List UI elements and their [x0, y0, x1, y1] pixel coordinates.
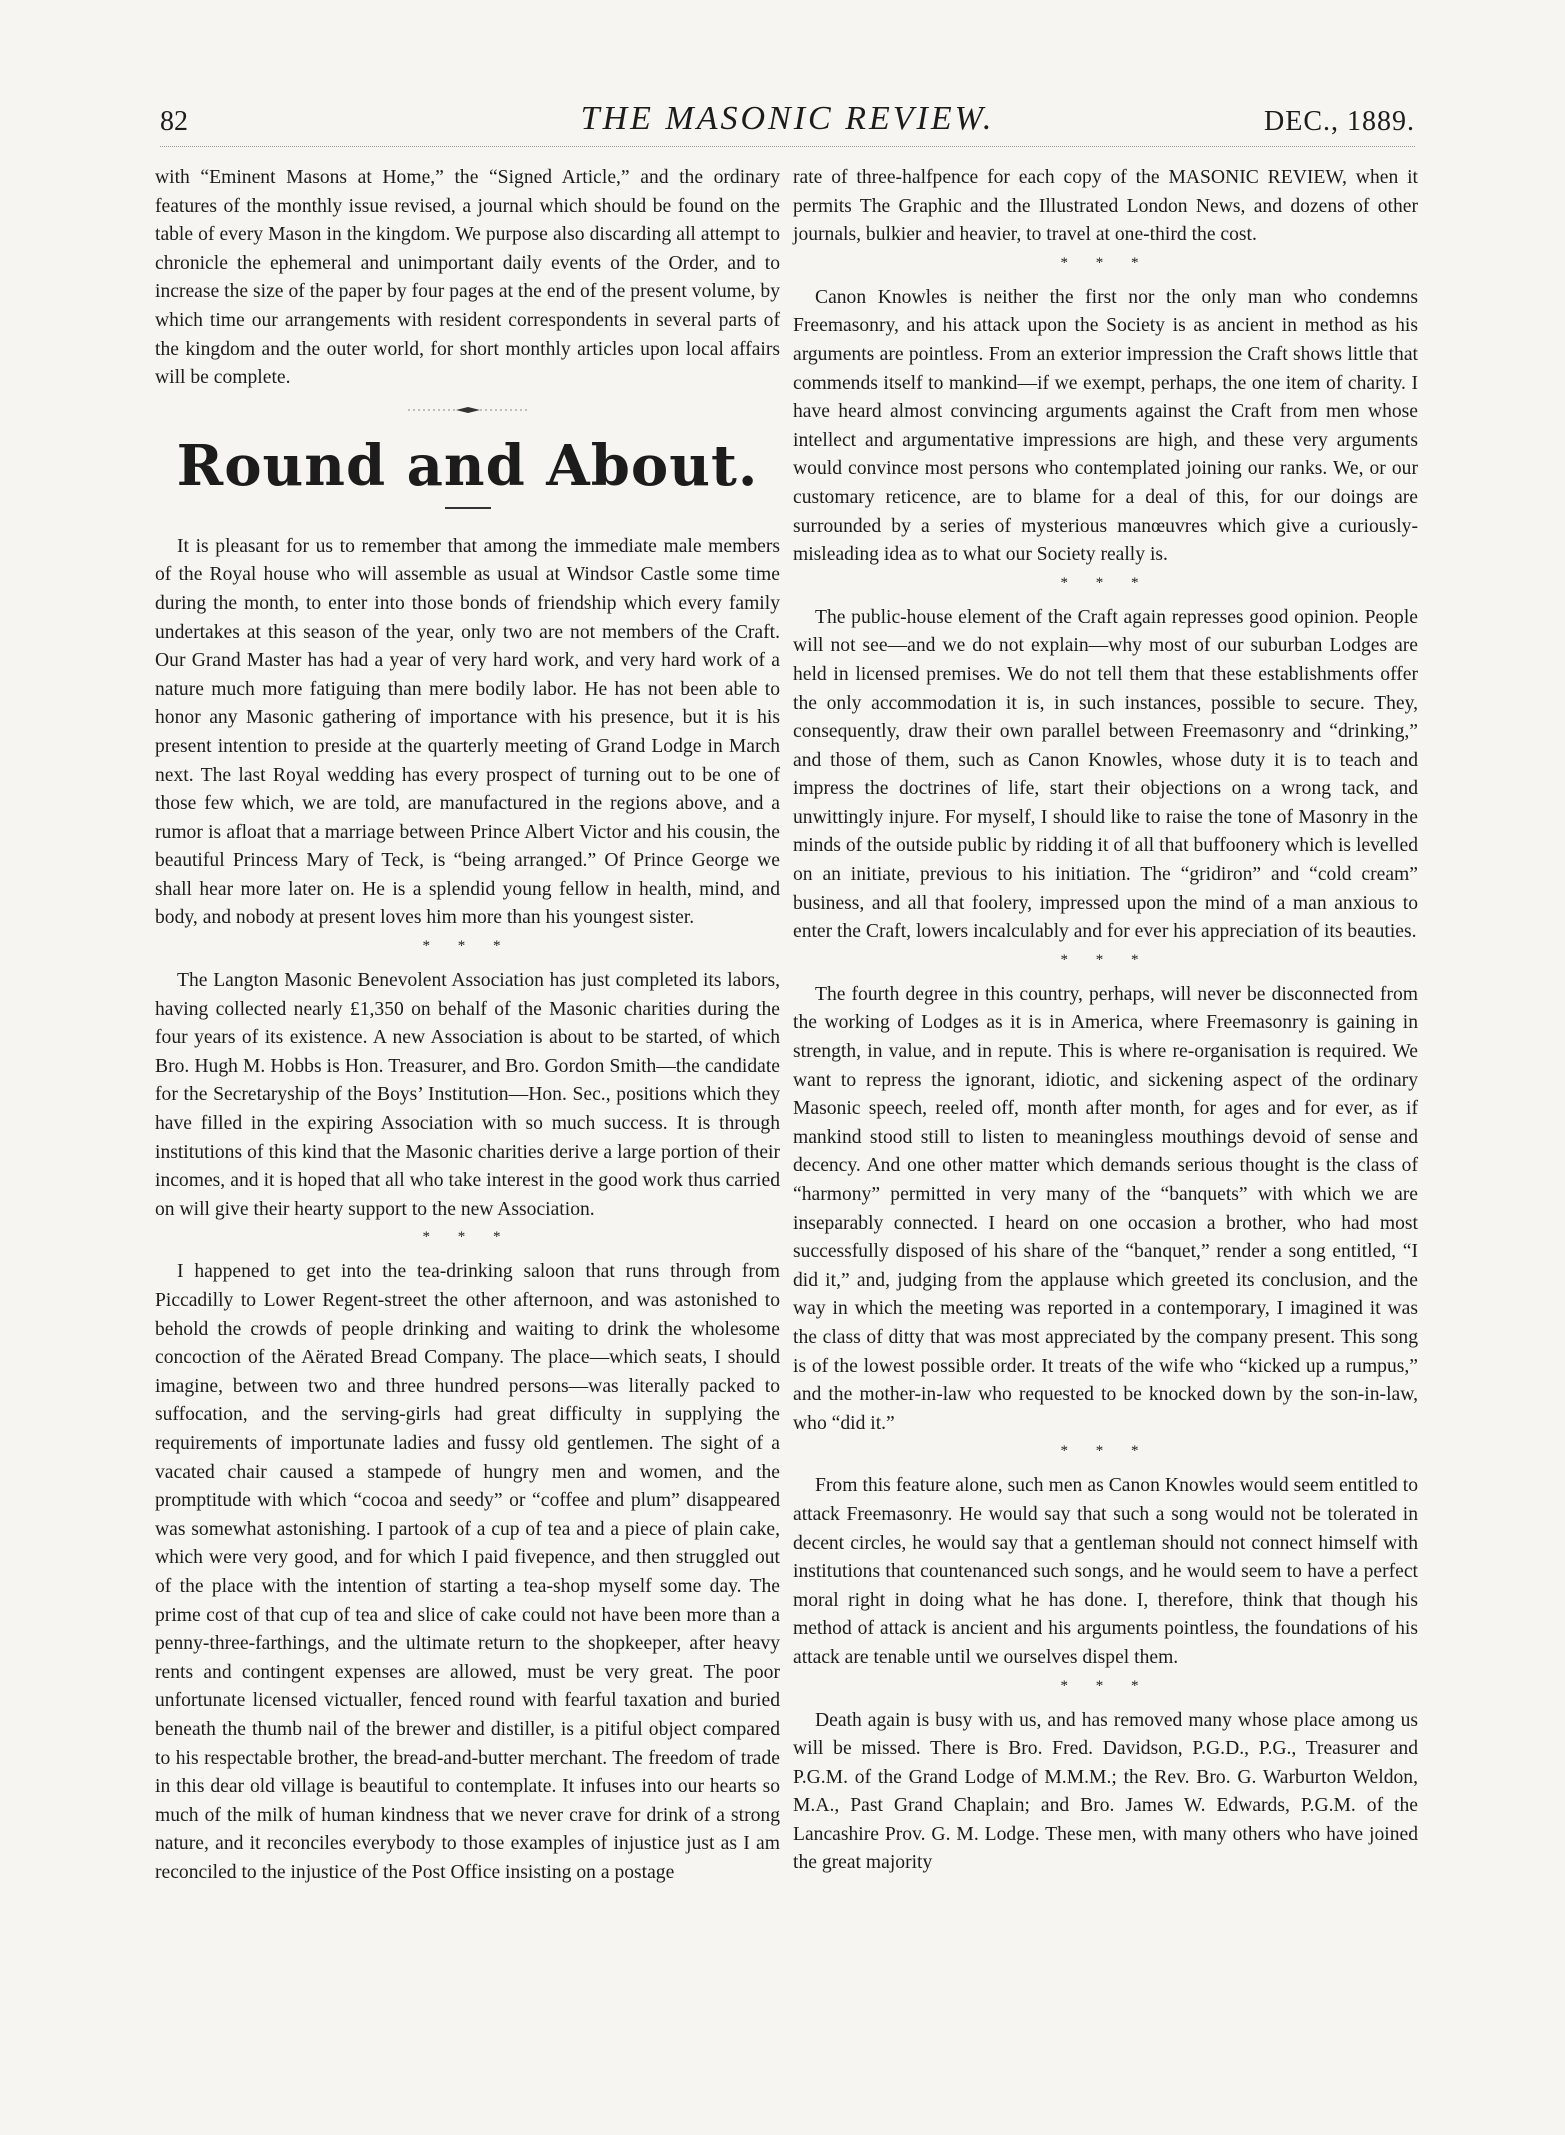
article-paragraph: The public-house element of the Craft again represses good opinion. People will not see—and we do not explain—why most of our suburban Lodges are held in licensed premises. We do not tell them that these establishments offer the only accommodation it is, in such instances, possible to secure. They, consequently, draw their own parallel between Freemasonry and “drinking,” and those of them, such as Canon Knowles, whose duty it is to teach and impress the doctrines of life, start their objections on a wrong tack, and unwittingly injure. For myself, I should like to raise the tone of Masonry in the minds of the outside public by ridding it of all that buffoonery which is levelled on an initiate, previous to his initiation. The “gridiron” and “cold cream” business, and all that foolery, impressed upon the mind of a man anxious to enter the Craft, lowers incalculably and for ever his appreciation of its beauties.	[793, 606, 1418, 943]
separator-stars: * * *	[422, 938, 513, 955]
article-paragraph: Death again is busy with us, and has removed many whose place among us will be missed. There is Bro. Fred. Davidson, P.G.D., P.G., Treasurer and P.G.M. of the Grand Lodge of M.M.M.; the Rev. Bro. G. Warburton Weldon, M.A., Past Grand Chaplain; and Bro. James W. Edwards, P.G.M. of the Lancashire Prov. G. M. Lodge. These men, with many others who have joined the great majority	[793, 1709, 1418, 1874]
left-column	[155, 164, 780, 1887]
section-heading: Round and About.	[176, 432, 759, 499]
page-number: 82	[160, 106, 188, 137]
separator-stars: * * *	[422, 1229, 513, 1246]
header-rule	[160, 146, 1415, 147]
article-paragraph: I happened to get into the tea-drinking saloon that runs through from Piccadilly to Lower Regent-street the other afternoon, and was astonished to behold the crowds of people drinking and waiting to drink the wholesome concoction of the Aërated Bread Company. The place—which seats, I should imagine, between two and three hundred persons—was literally packed to suffocation, and the serving-girls had great difficulty in supplying the requirements of importunate ladies and fussy old gentlemen. The sight of a vacated chair caused a stampede of hungry men and women, and the promptitude with which “cocoa and seedy” or “coffee and plum” disappeared was somewhat astonishing. I partook of a cup of tea and a piece of plain cake, which were very good, and for which I paid fivepence, and then struggled out of the place with the intention of starting a tea-shop myself some day. The prime cost of that cup of tea and slice of cake could not have been more than a penny-three-farthings, and the ultimate return to the shopkeeper, after heavy rents and contingent expenses are allowed, must be very great. The poor unfortunate licensed victualler, fenced round with fearful taxation and buried beneath the thumb nail of the brewer and distiller, is a pitiful object compared to his respectable brother, the bread-and-butter merchant. The freedom of trade in this dear old village is beautiful to contemplate. It infuses into our hearts so much of the milk of human kindness that we never crave for drink of a strong nature, and it reconciles everybody to those examples of injustice just as I am reconciled to the injustice of the Post Office insisting on a postage	[155, 1261, 780, 1883]
section-divider-ornament	[408, 405, 528, 415]
issue-date: DEC., 1889.	[1264, 106, 1415, 137]
article-paragraph: The fourth degree in this country, perhaps, will never be disconnected from the working of Lodges as it is in America, where Freemasonry is gaining in strength, in value, and in repute. This is where re-organisation is required. We want to repress the ignorant, idiotic, and sickening aspect of the ordinary Masonic speech, reeled off, month after month, for ages and for ever, as if mankind stood still to listen to meaningless mouthings devoid of sense and decency. And one other matter which demands serious thought is the class of “harmony” permitted in very many of the “banquets” with which we are inseparably connected. I heard on one occasion a brother, who had most successfully disposed of his share of the “banquet,” render a song entitled, “I did it,” and, judging from the applause which greeted its conclusion, and the way in which the meeting was reported in a contemporary, I imagined it was the class of ditty that was most appreciated by the company present. This song is of the lowest possible order. It treats of the wife who “kicked up a rumpus,” and the mother-in-law who requested to be knocked down by the son-in-law, who “did it.”	[793, 983, 1418, 1434]
article-paragraph: rate of three-halfpence for each copy of the MASONIC REVIEW, when it permits The Graphic and the Illustrated London News, and dozens of other journals, bulkier and heavier, to travel at one-third the cost.	[793, 167, 1418, 246]
article-paragraph: It is pleasant for us to remember that among the immediate male members of the Royal house who will assemble as usual at Windsor Castle some time during the month, to enter into those bonds of friendship which every family undertakes at this season of the year, only two are not members of the Craft. Our Grand Master has had a year of very hard work, and very hard work of a nature much more fatiguing than mere bodily labor. He has not been able to honor any Masonic gathering of importance with his presence, but it is his present intention to preside at the quarterly meeting of Grand Lodge in March next. The last Royal wedding has every prospect of turning out to be one of those few which, we are told, are manufactured in the regions above, and a rumor is afloat that a marriage between Prince Albert Victor and his cousin, the beautiful Princess Mary of Teck, is “being arranged.” Of Prince George we shall hear more later on. He is a splendid young fellow in health, mind, and body, and nobody at present loves him more than his youngest sister.	[155, 535, 780, 929]
separator-stars: * * *	[1060, 1443, 1151, 1460]
article-paragraph: The Langton Masonic Benevolent Association has just completed its labors, having collected nearly £1,350 on behalf of the Masonic charities during the four years of its existence. A new Association is about to be started, of which Bro. Hugh M. Hobbs is Hon. Treasurer, and Bro. Gordon Smith—the candidate for the Secretaryship of the Boys’ Institution—Hon. Sec., positions which they have filled in the expiring Association with so much success. It is through institutions of this kind that the Masonic charities derive a large portion of their incomes, and it is hoped that all who take interest in the good work thus carried on will give their hearty support to the new Association.	[155, 970, 780, 1220]
separator-stars: * * *	[1060, 254, 1151, 271]
separator-stars: * * *	[1060, 951, 1151, 968]
page-header	[160, 96, 1415, 136]
article-paragraph: Canon Knowles is neither the first nor the only man who condemns Freemasonry, and his attack upon the Society is as ancient in method as his arguments are pointless. From an exterior impression the Craft shows little that commends itself to mankind—if we exempt, perhaps, the one item of charity. I have heard almost convincing arguments against the Craft from men whose intellect and argumentative impressions are high, and these very arguments would convince most persons who contemplated joining our ranks. We, or our customary reticence, are to blame for a deal of this, for our doings are surrounded by a series of mysterious manœuvres which give a curiously-misleading idea as to what our Society really is.	[793, 286, 1418, 566]
article-paragraph: From this feature alone, such men as Canon Knowles would seem entitled to attack Freemasonry. He would say that such a song would not be tolerated in decent circles, he would say that a gentleman should not connect himself with institutions that countenanced such songs, and he would seem to have a perfect moral right in doing what he has done. I, therefore, think that though his method of attack is ancient and his arguments pointless, the foundations of his attack are tenable until we ourselves dispel them.	[793, 1475, 1418, 1668]
separator-stars: * * *	[1060, 574, 1151, 591]
separator-stars: * * *	[1060, 1677, 1151, 1694]
heading-rule	[445, 507, 491, 509]
publication-title: THE MASONIC REVIEW.	[580, 100, 995, 137]
intro-paragraph: with “Eminent Masons at Home,” the “Signed Article,” and the ordinary features of the monthly issue revised, a journal which should be found on the table of every Mason in the kingdom. We purpose also discarding all attempt to chronicle the ephemeral and unimportant daily events of the Order, and to increase the size of the paper by four pages at the end of the present volume, by which time our arrangements with resident correspondents in several parts of the kingdom and the outer world, for short monthly articles upon local affairs will be complete.	[155, 167, 780, 389]
right-column	[793, 164, 1418, 1878]
